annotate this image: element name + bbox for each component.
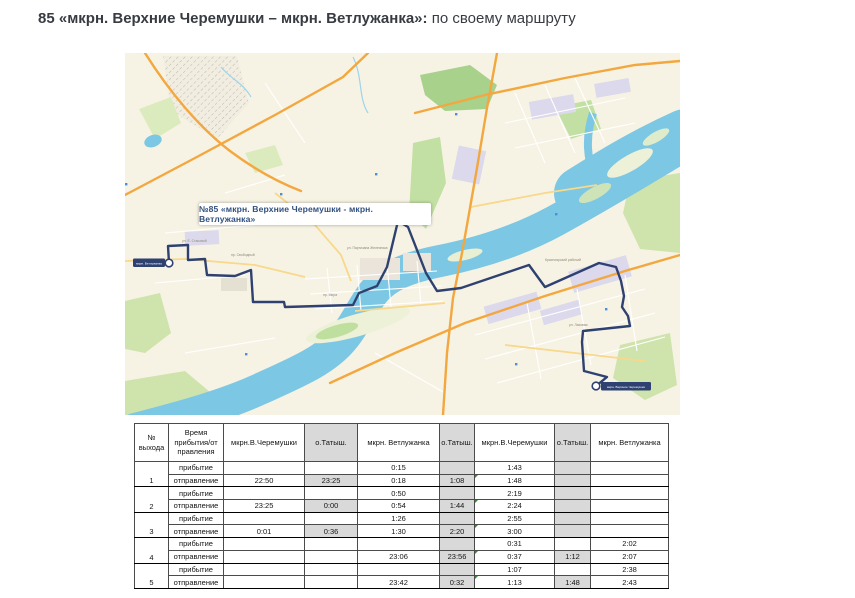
time-cell: [305, 550, 358, 563]
column-header: о.Татыш.: [555, 424, 591, 462]
time-cell: [224, 487, 305, 500]
time-cell: [440, 538, 475, 551]
street-label: ул. Партизана Железняка: [347, 246, 388, 250]
departure-row: [135, 474, 669, 487]
departure-row: [135, 576, 669, 589]
page-title: [38, 10, 576, 27]
run-number: 4: [135, 538, 169, 563]
run-number: 2: [135, 487, 169, 512]
time-cell: 0:54: [358, 500, 440, 513]
departure-row-label: отправление: [169, 576, 224, 589]
time-cell: [555, 525, 591, 538]
time-cell: 1:44: [440, 500, 475, 513]
cell-comment-marker: [475, 500, 478, 503]
route-name-label: №85 «мкрн. Верхние Черемушки - мкрн. Ветлужанка»: [199, 203, 431, 225]
cell-comment-marker: [475, 525, 478, 528]
time-cell: [358, 538, 440, 551]
end-stop-label-text: мкрн. Верхние Черемушки: [606, 385, 646, 390]
time-cell: 23:25: [224, 500, 305, 513]
time-cell: 23:25: [305, 474, 358, 487]
time-cell: [305, 512, 358, 525]
time-cell: 1:07: [475, 563, 555, 576]
time-cell: [224, 550, 305, 563]
time-cell: 22:50: [224, 474, 305, 487]
time-cell: [591, 474, 669, 487]
arrival-row: [135, 512, 669, 525]
column-header: Время прибытия/от правления: [169, 424, 224, 462]
column-header: о.Татыш.: [305, 424, 358, 462]
cell-comment-marker: [475, 576, 478, 579]
time-cell: [440, 563, 475, 576]
time-cell: 0:32: [440, 576, 475, 589]
time-cell: 0:01: [224, 525, 305, 538]
time-cell: 3:00: [475, 525, 555, 538]
departure-row-label: отправление: [169, 474, 224, 487]
route-map: [125, 53, 680, 415]
cell-comment-marker: [475, 551, 478, 554]
arrival-row: [135, 487, 669, 500]
arrival-row-label: прибытие: [169, 487, 224, 500]
arrival-row-label: прибытие: [169, 538, 224, 551]
time-cell: 0:00: [305, 500, 358, 513]
time-cell: [555, 487, 591, 500]
time-cell: 2:20: [440, 525, 475, 538]
time-cell: 1:26: [358, 512, 440, 525]
time-cell: 1:08: [440, 474, 475, 487]
departure-row: [135, 525, 669, 538]
time-cell: 1:13: [475, 576, 555, 589]
time-cell: 1:48: [475, 474, 555, 487]
run-number: 5: [135, 563, 169, 588]
column-header: о.Татыш.: [440, 424, 475, 462]
column-header: мкрн. Ветлужанка: [591, 424, 669, 462]
time-cell: [305, 563, 358, 576]
time-cell: 2:07: [591, 550, 669, 563]
schedule-table: [134, 423, 669, 589]
time-cell: [555, 474, 591, 487]
time-cell: [591, 500, 669, 513]
time-cell: [440, 487, 475, 500]
time-cell: 2:43: [591, 576, 669, 589]
time-cell: [224, 462, 305, 475]
time-cell: 2:24: [475, 500, 555, 513]
time-cell: [591, 525, 669, 538]
arrival-row-label: прибытие: [169, 462, 224, 475]
time-cell: 0:15: [358, 462, 440, 475]
arrival-row: [135, 538, 669, 551]
time-cell: [305, 462, 358, 475]
time-cell: 23:56: [440, 550, 475, 563]
street-label: ул. Е. Стасовой: [182, 239, 207, 243]
time-cell: [555, 462, 591, 475]
departure-row-label: отправление: [169, 500, 224, 513]
time-cell: 0:37: [475, 550, 555, 563]
arrival-row-label: прибытие: [169, 512, 224, 525]
column-header: № выхода: [135, 424, 169, 462]
time-cell: [224, 576, 305, 589]
time-cell: [224, 538, 305, 551]
run-number: 1: [135, 462, 169, 487]
time-cell: [555, 512, 591, 525]
route-end-marker: [592, 382, 600, 390]
cell-comment-marker: [475, 475, 478, 478]
time-cell: [591, 512, 669, 525]
time-cell: 2:02: [591, 538, 669, 551]
time-cell: 1:43: [475, 462, 555, 475]
route-start-marker: [165, 259, 173, 267]
time-cell: 23:42: [358, 576, 440, 589]
time-cell: [555, 500, 591, 513]
map-canvas: [125, 53, 680, 415]
street-label: пр. Свободный: [231, 253, 255, 257]
time-cell: 23:06: [358, 550, 440, 563]
time-cell: [555, 563, 591, 576]
time-cell: 0:36: [305, 525, 358, 538]
page-title-regular: по своему маршруту: [427, 10, 576, 27]
time-cell: [224, 512, 305, 525]
time-cell: 1:48: [555, 576, 591, 589]
street-label: ул. Лазовая: [569, 323, 588, 327]
page-title-bold: 85 «мкрн. Верхние Черемушки – мкрн. Ветлужанка»:: [38, 10, 428, 27]
column-header: мкрн.В.Черемушки: [224, 424, 305, 462]
arrival-row: [135, 462, 669, 475]
time-cell: [440, 462, 475, 475]
time-cell: 1:30: [358, 525, 440, 538]
column-header: мкрн.В.Черемушки: [475, 424, 555, 462]
time-cell: 0:31: [475, 538, 555, 551]
arrival-row-label: прибытие: [169, 563, 224, 576]
time-cell: 1:12: [555, 550, 591, 563]
time-cell: 0:18: [358, 474, 440, 487]
run-number: 3: [135, 512, 169, 537]
departure-row-label: отправление: [169, 525, 224, 538]
time-cell: [305, 576, 358, 589]
time-cell: [555, 538, 591, 551]
time-cell: 0:50: [358, 487, 440, 500]
time-cell: [305, 538, 358, 551]
time-cell: [591, 462, 669, 475]
route-start-label: [133, 259, 165, 268]
time-cell: 2:55: [475, 512, 555, 525]
departure-row: [135, 500, 669, 513]
time-cell: [440, 512, 475, 525]
time-cell: [358, 563, 440, 576]
time-cell: [591, 487, 669, 500]
street-label: Красноярский рабочий: [545, 258, 581, 262]
time-cell: 2:38: [591, 563, 669, 576]
route-end-label: [601, 382, 651, 391]
column-header: мкрн. Ветлужанка: [358, 424, 440, 462]
street-label: пр. Мира: [323, 293, 338, 297]
time-cell: [305, 487, 358, 500]
time-cell: [224, 563, 305, 576]
time-cell: 2:19: [475, 487, 555, 500]
departure-row-label: отправление: [169, 550, 224, 563]
start-stop-label-text: мкрн. Ветлужанка: [136, 261, 162, 266]
arrival-row: [135, 563, 669, 576]
departure-row: [135, 550, 669, 563]
